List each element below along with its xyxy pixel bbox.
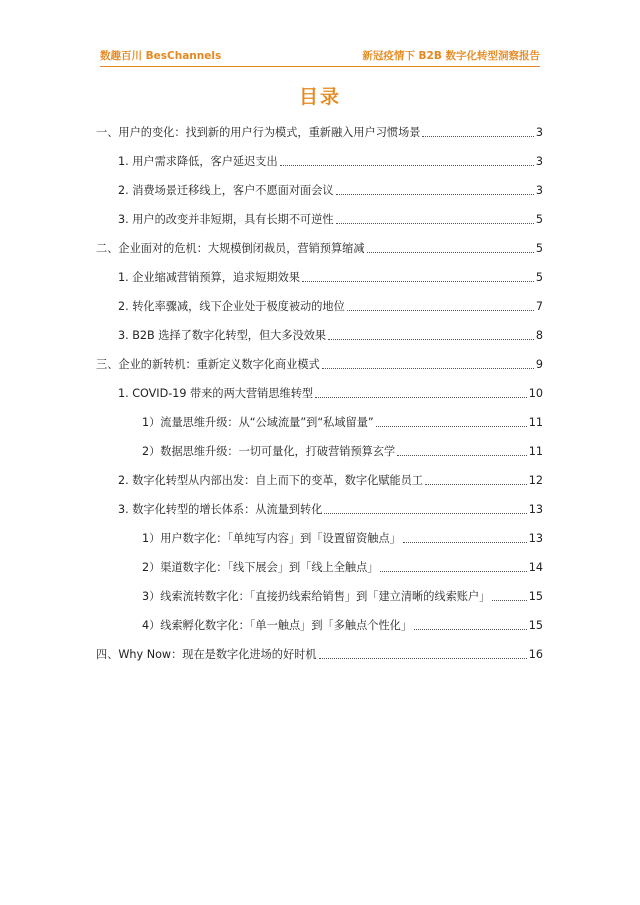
toc-leader-dots xyxy=(492,600,526,601)
toc-entry-text: 1. COVID-19 带来的两大营销思维转型 xyxy=(118,387,314,400)
toc-leader-dots xyxy=(397,455,527,456)
toc-entry-page: 16 xyxy=(528,648,543,661)
toc-entry-text: 3. 数字化转型的增长体系：从流量到转化 xyxy=(118,503,323,516)
toc-leader-dots xyxy=(315,397,527,398)
toc-entry-text: 2）数据思维升级：一切可量化，打破营销预算玄学 xyxy=(142,445,396,458)
toc-entry-3-3-1[interactable] xyxy=(142,530,543,546)
toc-entry-text: 2）渠道数字化：「线下展会」到「线上全触点」 xyxy=(142,561,379,574)
toc-entry-page: 15 xyxy=(528,590,543,603)
toc-entry-2-2[interactable] xyxy=(118,298,543,314)
toc-leader-dots xyxy=(380,571,526,572)
toc-entry-page: 3 xyxy=(535,155,543,168)
toc-leader-dots xyxy=(336,223,534,224)
toc-entry-page: 7 xyxy=(535,300,543,313)
toc-entry-page: 10 xyxy=(528,387,543,400)
toc-entry-page: 13 xyxy=(528,532,543,545)
toc-entry-3-2[interactable] xyxy=(118,472,543,488)
toc-entry-text: 1）流量思维升级：从“公域流量”到“私域留量” xyxy=(142,416,374,429)
toc-entry-page: 3 xyxy=(535,184,543,197)
toc-entry-text: 1. 企业缩减营销预算，追求短期效果 xyxy=(118,271,301,284)
toc-leader-dots xyxy=(336,194,534,195)
toc-leader-dots xyxy=(280,165,534,166)
toc-entry-page: 13 xyxy=(528,503,543,516)
toc-leader-dots xyxy=(376,426,527,427)
toc-entry-2-1[interactable] xyxy=(118,269,543,285)
toc-entry-page: 5 xyxy=(535,271,543,284)
toc-leader-dots xyxy=(302,281,534,282)
toc-entry-2-3[interactable] xyxy=(118,327,543,343)
toc-entry-text: 3. B2B 选择了数字化转型，但大多没效果 xyxy=(118,329,327,342)
toc-entry-3-3-3[interactable] xyxy=(142,588,543,604)
toc-entry-text: 二、企业面对的危机：大规模倒闭裁员，营销预算缩减 xyxy=(96,242,365,255)
header-brand: 数趣百川 BesChannels xyxy=(100,50,222,62)
page-header xyxy=(100,48,540,64)
toc-leader-dots xyxy=(319,658,527,659)
toc-entry-page: 11 xyxy=(528,416,543,429)
header-divider xyxy=(100,66,540,67)
toc-entry-page: 5 xyxy=(535,213,543,226)
toc-leader-dots xyxy=(324,513,526,514)
toc-entry-text: 1. 用户需求降低，客户延迟支出 xyxy=(118,155,278,168)
toc-entry-section-1[interactable] xyxy=(96,124,543,140)
toc-entry-page: 8 xyxy=(535,329,543,342)
toc-entry-text: 一、用户的变化：找到新的用户行为模式，重新融入用户习惯场景 xyxy=(96,126,421,139)
toc-entry-1-2[interactable] xyxy=(118,182,543,198)
toc-entry-3-3-4[interactable] xyxy=(142,617,543,633)
toc-leader-dots xyxy=(422,136,533,137)
toc-leader-dots xyxy=(328,339,534,340)
toc-entry-section-2[interactable] xyxy=(96,240,543,256)
toc-entry-text: 1）用户数字化：「单纯写内容」到「设置留资触点」 xyxy=(142,532,401,545)
toc-entry-page: 3 xyxy=(535,126,543,139)
toc-entry-page: 5 xyxy=(535,242,543,255)
toc-entry-page: 14 xyxy=(528,561,543,574)
toc-entry-3-1-1[interactable] xyxy=(142,414,543,430)
toc-entry-1-3[interactable] xyxy=(118,211,543,227)
header-report-title: 新冠疫情下 B2B 数字化转型洞察报告 xyxy=(362,50,540,62)
toc-leader-dots xyxy=(425,484,527,485)
toc-leader-dots xyxy=(414,629,527,630)
toc-entry-3-1-2[interactable] xyxy=(142,443,543,459)
toc-entry-text: 4）线索孵化数字化：「单一触点」到「多触点个性化」 xyxy=(142,619,413,632)
toc-entry-page: 12 xyxy=(528,474,543,487)
toc-leader-dots xyxy=(322,368,534,369)
toc-leader-dots xyxy=(403,542,527,543)
toc-entry-3-3[interactable] xyxy=(118,501,543,517)
toc-leader-dots xyxy=(367,252,534,253)
toc-entry-3-3-2[interactable] xyxy=(142,559,543,575)
toc-entry-page: 11 xyxy=(528,445,543,458)
toc-entry-text: 2. 转化率骤减，线下企业处于极度被动的地位 xyxy=(118,300,345,313)
toc-entry-page: 9 xyxy=(535,358,543,371)
toc-entry-1-1[interactable] xyxy=(118,153,543,169)
toc-entry-text: 三、企业的新转机：重新定义数字化商业模式 xyxy=(96,358,320,371)
toc-entry-section-4[interactable] xyxy=(96,646,543,662)
toc-entry-page: 15 xyxy=(528,619,543,632)
toc-entry-text: 2. 消费场景迁移线上，客户不愿面对面会议 xyxy=(118,184,334,197)
toc-entry-text: 3. 用户的改变并非短期，具有长期不可逆性 xyxy=(118,213,334,226)
toc-entry-3-1[interactable] xyxy=(118,385,543,401)
toc-entry-text: 四、Why Now：现在是数字化进场的好时机 xyxy=(96,648,317,661)
page-title: 目录 xyxy=(298,86,341,108)
toc-leader-dots xyxy=(347,310,534,311)
toc-entry-section-3[interactable] xyxy=(96,356,543,372)
toc-entry-text: 3）线索流转数字化：「直接扔线索给销售」到「建立清晰的线索账户」 xyxy=(142,590,491,603)
toc-entry-text: 2. 数字化转型从内部出发：自上而下的变革，数字化赋能员工 xyxy=(118,474,424,487)
